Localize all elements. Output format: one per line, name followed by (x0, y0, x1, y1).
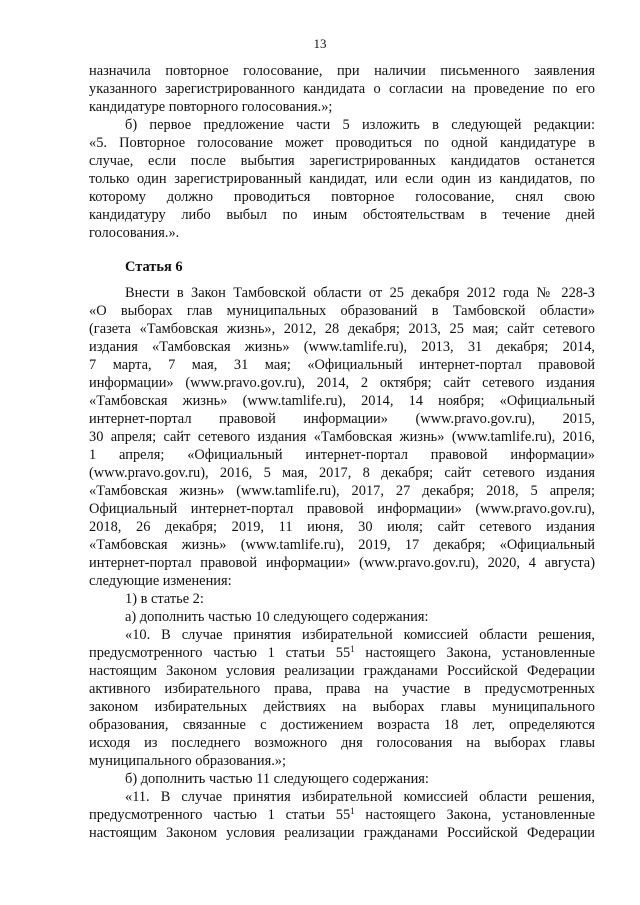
text-line: «Тамбовская жизнь» (www.tamlife.ru), 2017, 27 декабря; 2018, 5 апреля; (89, 483, 595, 499)
text-line-part: предусмотренного частью 1 статьи 55 (89, 645, 351, 661)
text-line: Внести в Закон Тамбовской области от 25 декабря 2012 года № 228-З (125, 285, 595, 301)
text-line: издания «Тамбовская жизнь» (www.tamlife.ru), 2013, 31 декабря; 2014, (89, 339, 595, 355)
text-line: назначила повторное голосование, при наличии письменного заявления (89, 63, 595, 79)
text-line: «11. В случае принятия избирательной комиссией области решения, (125, 789, 595, 805)
text-line: «5. Повторное голосование может проводиться по одной кандидатуре в (89, 135, 595, 151)
text-line: кандидатуре повторного голосования.»; (89, 99, 333, 115)
text-line (89, 806, 595, 824)
text-line: кандидатуру либо выбыл по иным обстоятельствам в течение дней (89, 207, 595, 223)
text-line-part: настоящего Закона, установленные (354, 645, 595, 661)
text-line: образования, связанные с достижением возраста 18 лет, определяются (89, 717, 595, 733)
text-line: «О выборах глав муниципальных образований в Тамбовской области» (89, 303, 595, 319)
text-line: 30 апреля; сайт сетевого издания «Тамбовская жизнь» (www.tamlife.ru), 2016, (89, 429, 595, 445)
text-line: 1 апреля; «Официальный интернет-портал правовой информации» (89, 447, 595, 463)
text-line (89, 644, 595, 662)
page-number: 13 (313, 36, 327, 51)
text-line-part: предусмотренного частью 1 статьи 55 (89, 807, 351, 823)
text-line: настоящим Законом условия реализации гражданами Российской Федерации (89, 825, 595, 841)
text-line: 2018, 26 декабря; 2019, 11 июня, 30 июля; сайт сетевого издания (89, 519, 595, 535)
text-line: (www.pravo.gov.ru), 2016, 5 мая, 2017, 8 декабря; сайт сетевого издания (89, 465, 595, 481)
text-line: настоящим Законом условия реализации гражданами Российской Федерации (89, 663, 595, 679)
text-line: а) дополнить частью 10 следующего содержания: (125, 609, 429, 625)
superscript: 1 (350, 806, 355, 816)
text-line: интернет-портал правовой информации» (www.pravo.gov.ru), 2015, (89, 411, 595, 427)
text-line: которому должно проводиться повторное голосование, снял свою (89, 189, 595, 205)
text-line: муниципального образования.»; (89, 753, 286, 769)
text-line: исходя из последнего возможного дня голосования на выборах главы (89, 735, 595, 751)
text-line: Официальный интернет-портал правовой информации» (www.pravo.gov.ru), (89, 501, 595, 517)
text-line: б) дополнить частью 11 следующего содержания: (125, 771, 429, 787)
text-line: «Тамбовская жизнь» (www.tamlife.ru), 2014, 14 ноября; «Официальный (89, 393, 595, 409)
text-line: активного избирательного права, права на участие в предусмотренных (89, 681, 595, 697)
text-line: (газета «Тамбовская жизнь», 2012, 28 декабря; 2013, 25 мая; сайт сетевого (89, 321, 595, 337)
superscript: 1 (350, 644, 355, 654)
article-heading: Статья 6 (125, 259, 183, 275)
text-line: 1) в статье 2: (125, 591, 204, 607)
text-line-part: настоящего Закона, установленные (354, 807, 595, 823)
text-line: указанного зарегистрированного кандидата о согласии на проведение по его (89, 81, 595, 97)
text-line: 7 марта, 7 мая, 31 мая; «Официальный интернет-портал правовой (89, 357, 595, 373)
text-line: законом избирательных действиях на выборах главы муниципального (89, 699, 595, 715)
text-line: «Тамбовская жизнь» (www.tamlife.ru), 2019, 17 декабря; «Официальный (89, 537, 595, 553)
text-line: «10. В случае принятия избирательной комиссией области решения, (125, 627, 595, 643)
text-line: только один зарегистрированный кандидат, или если один из кандидатов, по (89, 171, 595, 187)
text-line: интернет-портал правовой информации» (www.pravo.gov.ru), 2020, 4 августа) (89, 555, 595, 571)
text-line: информации» (www.pravo.gov.ru), 2014, 2 октября; сайт сетевого издания (89, 375, 595, 391)
text-line: б) первое предложение части 5 изложить в следующей редакции: (125, 117, 595, 133)
text-line: случае, если после выбытия зарегистрированных кандидатов останется (89, 153, 595, 169)
text-line: голосования.». (89, 225, 180, 241)
text-line: следующие изменения: (89, 573, 232, 589)
